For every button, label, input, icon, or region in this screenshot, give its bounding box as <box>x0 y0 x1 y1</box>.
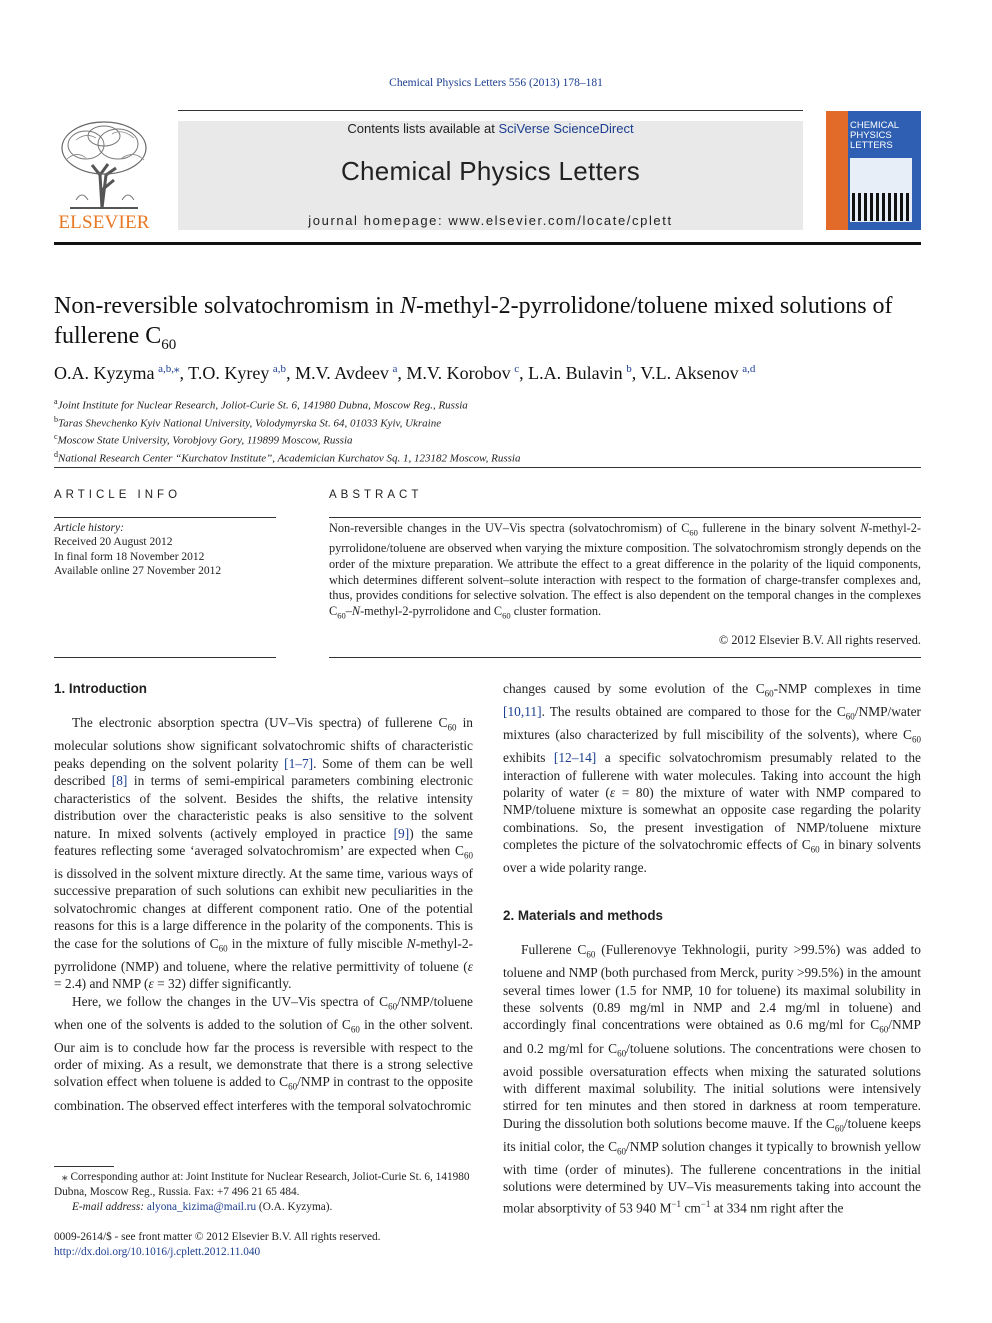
divider <box>54 657 276 658</box>
text: /NMP/toluene when one of the solvents is added to the solution of C <box>54 993 473 1032</box>
italic: ε <box>148 976 154 992</box>
header-rule-bottom <box>54 242 921 245</box>
elsevier-tree-icon <box>56 120 152 210</box>
section-heading-materials: 2. Materials and methods <box>503 907 663 923</box>
corresponding-author-footnote <box>54 1170 473 1215</box>
text: in terms of semi-empirical parameters combining electronic characteristics of the solvent. Besides the shifts, the relative intensity distribution over the characteristic peaks is also sensitive to the solvent nature. In mixed solvents (actively employed in practice <box>54 773 473 841</box>
subscript: 60 <box>350 1024 360 1035</box>
abstract-span: cluster formation. <box>510 603 602 618</box>
abstract-span: – <box>345 603 352 618</box>
text: /NMP and 0.2 mg/ml for C <box>503 1017 921 1056</box>
article-history <box>54 521 276 578</box>
subscript: 60 <box>689 527 698 538</box>
subscript: 60 <box>586 949 596 960</box>
abstract-span: -methyl-2-pyrrolidone and C <box>360 603 503 618</box>
history-online: Available online 27 November 2012 <box>54 564 222 577</box>
author-affiliation-marker[interactable]: b <box>626 363 632 375</box>
subscript: 60 <box>834 1123 844 1134</box>
body-column-right <box>503 680 921 1217</box>
author-affiliation-marker[interactable]: a <box>392 363 398 375</box>
text: = 2.4) and NMP ( <box>54 976 149 992</box>
affiliation-key: d <box>54 449 58 459</box>
front-matter <box>54 1230 554 1259</box>
title-italic-n: N <box>399 293 416 319</box>
paragraph <box>54 993 473 1114</box>
abstract-italic: N <box>860 521 869 535</box>
subscript: 60 <box>879 1025 889 1036</box>
affiliation-key: c <box>54 432 58 442</box>
subscript: 60 <box>447 723 457 734</box>
author-affiliation-marker[interactable]: a,b <box>272 363 287 375</box>
author-affiliation-marker[interactable]: a,b,⁎ <box>158 363 180 375</box>
affiliation-text: Taras Shevchenko Kyiv National University, Volodymyrska St. 64, 01033 Kyiv, Ukraine <box>58 417 442 430</box>
subscript: 60 <box>388 1001 398 1012</box>
email-link[interactable]: alyona_kizima@mail.ru <box>146 1201 257 1213</box>
subscript: 60 <box>337 610 346 621</box>
citation-link[interactable]: [9] <box>393 825 410 841</box>
paragraph <box>503 941 921 1217</box>
text: -methyl-2-pyrrolidone (NMP) and toluene, where the relative permittivity of toluene ( <box>54 935 473 974</box>
abstract-label: ABSTRACT <box>329 489 423 501</box>
author-name[interactable]: V.L. Aksenov <box>640 363 739 383</box>
history-revised: In final form 18 November 2012 <box>54 550 205 563</box>
sciencedirect-link[interactable]: SciVerse ScienceDirect <box>498 121 634 136</box>
contents-prefix: Contents lists available at <box>347 121 499 136</box>
author-name[interactable]: T.O. Kyrey <box>188 363 270 383</box>
author-separator: , <box>179 363 189 383</box>
header-rule-top <box>178 110 803 111</box>
author-separator: , <box>631 363 641 383</box>
subscript: 60 <box>502 610 511 621</box>
subscript: 60 <box>218 943 228 954</box>
affiliation-item <box>54 413 914 431</box>
paragraph <box>503 680 921 877</box>
italic: ε <box>467 958 473 974</box>
author-name[interactable]: O.A. Kyzyma <box>54 363 155 383</box>
abstract-text <box>329 521 921 624</box>
subscript: 60 <box>764 688 774 699</box>
cover-title: CHEMICAL PHYSICS LETTERS <box>850 120 899 151</box>
divider <box>54 467 921 468</box>
text: /NMP in contrast to the opposite combination. The observed effect interferes with the temporal solvatochromic <box>54 1074 473 1113</box>
italic: N <box>406 935 416 951</box>
text: -NMP complexes in time <box>773 681 921 696</box>
issn-line: 0009-2614/$ - see front matter © 2012 Elsevier B.V. All rights reserved. <box>54 1231 381 1243</box>
affiliation-text: National Research Center “Kurchatov Institute”, Academician Kurchatov Sq. 1, 123182 Moscow, Russia <box>58 452 521 465</box>
footnote-text: Corresponding author at: Joint Institute for Nuclear Research, Joliot-Curie St. 6, 141980 Dubna, Moscow Reg., Russia. Fax: +7 496 21 65 484. <box>54 1171 470 1198</box>
citation-link[interactable]: [8] <box>111 773 128 789</box>
affiliation-text: Moscow State University, Vorobjovy Gory, 119899 Moscow, Russia <box>57 434 353 447</box>
abstract-span: fullerene in the binary solvent <box>697 521 861 535</box>
text: . Some of them can be well described <box>54 755 473 789</box>
affiliation-item <box>54 395 914 413</box>
history-received: Received 20 August 2012 <box>54 536 173 549</box>
author-separator: , <box>397 363 407 383</box>
author-affiliation-marker[interactable]: c <box>514 363 520 375</box>
superscript: −1 <box>700 1198 711 1209</box>
body-column-left <box>54 680 473 1114</box>
footnote-marker: ⁎ <box>62 1171 68 1183</box>
publisher-wordmark: ELSEVIER <box>58 212 150 233</box>
text: . The results obtained are compared to those for the C <box>541 704 846 720</box>
doi-link[interactable]: http://dx.doi.org/10.1016/j.cplett.2012.11.040 <box>54 1245 261 1258</box>
text: in molecular solutions show significant solvatochromic shifts of characteristic peaks depending on the solvent polarity <box>54 715 474 771</box>
author-separator: , <box>286 363 296 383</box>
text: ) the same features reflecting some ‘averaged solvatochromism’ are expected when C <box>54 825 473 858</box>
text: /toluene solutions. The concentrations were chosen to avoid possible oversaturation effects when mixing the saturated solutions with different maximal solubility. The initial solutions were intensively stirred for ten minutes and then stored in darkness at room temperature. During the dissolution both solutions become mauve. If the C <box>503 1040 921 1131</box>
contents-line <box>178 121 803 136</box>
subscript: 60 <box>912 734 921 745</box>
text: /toluene keeps its initial color, the C <box>503 1115 921 1154</box>
text: Fullerene C <box>521 942 587 958</box>
citation-link[interactable]: [1–7] <box>284 755 314 771</box>
text: = 32) differ significantly. <box>153 976 292 992</box>
title-part-1: Non-reversible solvatochromism in <box>54 293 400 319</box>
title-part-2: -methyl-2-pyrrolidone/toluene mixed solutions of fullerene C <box>54 293 893 349</box>
cover-graphic <box>852 193 910 221</box>
affiliation-text: Joint Institute for Nuclear Research, Joliot-Curie St. 6, 141980 Dubna, Moscow Reg., Russia <box>57 399 468 412</box>
text: in binary solvents over a wide polarity range. <box>503 837 921 876</box>
article-title <box>54 291 914 360</box>
subscript: 60 <box>617 1146 627 1157</box>
citation-link[interactable]: [12–14] <box>553 750 597 766</box>
subscript: 60 <box>464 850 473 861</box>
paragraph <box>54 714 473 992</box>
text: exhibits <box>503 750 554 766</box>
superscript: −1 <box>671 1198 682 1209</box>
journal-title[interactable]: Chemical Physics Letters <box>340 156 641 186</box>
author-affiliation-marker[interactable]: a,d <box>742 363 756 375</box>
abstract-span: Non-reversible changes in the UV–Vis spectra (solvatochromism) of C <box>329 521 690 535</box>
journal-cover-thumbnail[interactable] <box>826 111 921 230</box>
text: a specific solvatochromism presumably related to the interaction of fullerene with water molecules. Taking into account the high polarity of water ( <box>503 750 921 801</box>
author-name[interactable]: L.A. Bulavin <box>528 363 623 383</box>
subscript: 60 <box>810 844 820 855</box>
affiliation-key: b <box>54 414 58 424</box>
text: changes caused by some evolution of the C <box>503 681 765 696</box>
text: is dissolved in the solvent mixture directly. At the same time, various ways of successive preparation of such solutions can exhibit new peculiarities in the solvatochromic changes at different component ratio. One of the potential reasons for this is a large difference in the polarity of the components. This is the case for the solutions of C <box>54 866 473 951</box>
email-label: E-mail address: <box>72 1201 147 1213</box>
affiliation-item <box>54 448 914 466</box>
copyright-notice: © 2012 Elsevier B.V. All rights reserved. <box>718 633 921 647</box>
text: The electronic absorption spectra (UV–Vis spectra) of fullerene C <box>72 715 448 731</box>
author-list <box>54 362 914 384</box>
abstract-italic: N <box>351 603 361 618</box>
affiliation-item <box>54 430 914 448</box>
elsevier-logo[interactable] <box>54 120 154 232</box>
text: /NMP solution changes it typically to brownish yellow with time (order of minutes). The fullerene concentrations in the initial solutions were determined by UV–Vis measurements taking into account the molar absorptivity of 53 940 M <box>503 1138 921 1216</box>
italic: ε <box>609 785 616 801</box>
citation-link[interactable]: [10,11] <box>503 704 542 720</box>
abstract-span: -methyl-2-pyrrolidone/toluene are observed when varying the mixture composition. The solvatochromism strongly depends on the order of the mixture preparation. We attribute the effect to a great difference in the polarity of the liquid components, which determines different solvent–solute interaction with respect to the formation of charge-transfer complexes and, thus, provides conditions for selective solvation. The effect is also dependent on the temporal changes in the complexes C <box>329 521 921 618</box>
history-label: Article history: <box>54 522 124 534</box>
divider <box>329 517 921 518</box>
article-info-label: ARTICLE INFO <box>54 489 182 501</box>
affiliation-key: a <box>54 397 58 406</box>
divider <box>329 657 921 658</box>
text: /NMP/water mixtures (also characterized by full miscibility of the solvents), where C <box>503 704 921 743</box>
affiliation-list <box>54 395 914 466</box>
subscript: 60 <box>845 711 855 722</box>
author-name[interactable]: M.V. Avdeev <box>295 363 389 383</box>
text: in the other solvent. Our aim is to conclude how far the process is reversible with respect to the order of mixing. As a result, we demonstrate that there is a strong selective solvation effect when toluene is added to C <box>54 1016 473 1090</box>
title-subscript: 60 <box>161 336 177 353</box>
journal-homepage-link[interactable]: journal homepage: www.elsevier.com/locate/cplett <box>308 213 673 228</box>
text: in the mixture of fully miscible <box>227 935 407 951</box>
divider <box>54 517 276 518</box>
subscript: 60 <box>617 1048 627 1059</box>
text: at 334 nm right after the <box>710 1200 844 1216</box>
text: (Fullerenovye Tekhnologii, purity >99.5%) was added to toluene and NMP (both purchased from Merck, purity >99.5%) in the amount several times lower (1.5 for NMP, 10 for toluene) its maximal solubility in these solvents (0.89 mg/ml in NMP and 2.4 mg/ml in toluene) and accordingly final concentrations were obtained as 0.6 mg/ml for C <box>503 942 921 1033</box>
text: = 80) the mixture of water with NMP compared to NMP/toluene mixture is somewhat an opposite case regarding the polarity combinations. So, the present investigation of NMP/toluene mixture completes the picture of the solvatochromic effects of C <box>503 785 921 853</box>
footnote-rule <box>54 1166 114 1167</box>
section-heading-introduction: 1. Introduction <box>54 681 147 696</box>
author-name[interactable]: M.V. Korobov <box>406 363 511 383</box>
journal-citation[interactable]: Chemical Physics Letters 556 (2013) 178–181 <box>389 77 603 89</box>
text: Here, we follow the changes in the UV–Vis spectra of C <box>72 993 389 1009</box>
text: cm <box>681 1200 701 1216</box>
author-separator: , <box>519 363 529 383</box>
subscript: 60 <box>288 1082 298 1093</box>
cover-stripe <box>826 111 848 230</box>
email-after: (O.A. Kyzyma). <box>256 1201 333 1213</box>
